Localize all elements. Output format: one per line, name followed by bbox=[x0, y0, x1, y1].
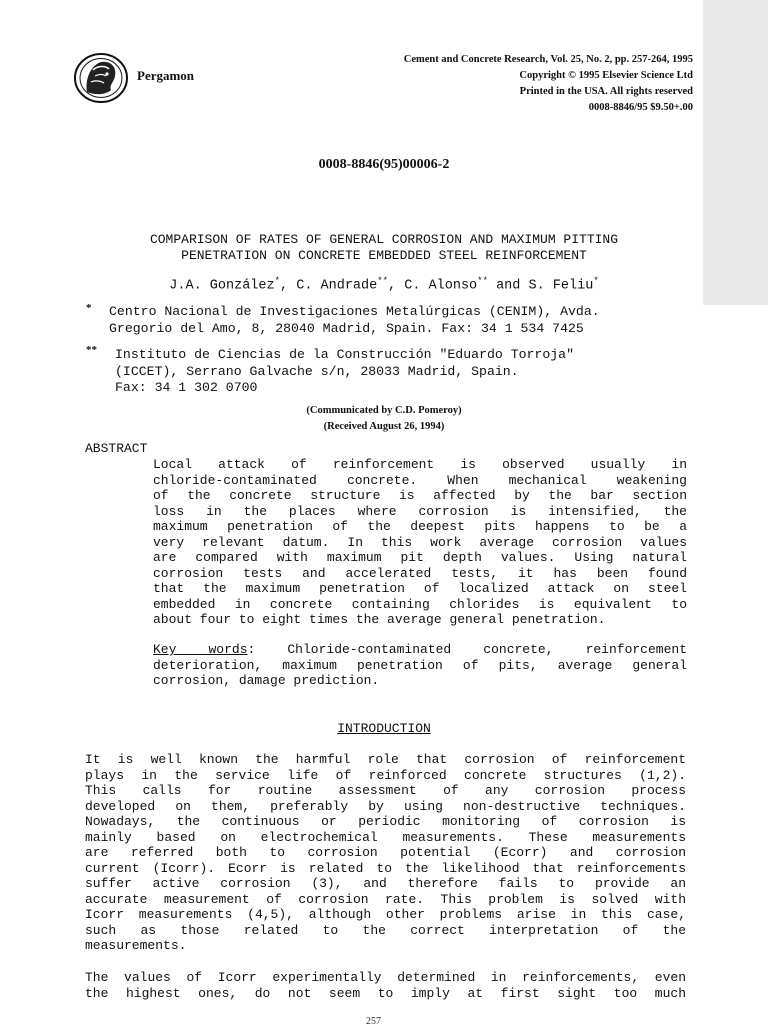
introduction-paragraph-2 bbox=[85, 970, 686, 1001]
paper-title bbox=[0, 232, 768, 264]
keywords-label: Key words bbox=[153, 642, 248, 657]
author: C. Andrade bbox=[296, 278, 378, 294]
body-line: mainly based on electrochemical measurements. These measurements bbox=[85, 829, 686, 845]
affiliation-iccet bbox=[115, 347, 574, 397]
communicated-by: (Communicated by C.D. Pomeroy) bbox=[306, 405, 462, 416]
affiliation-line: Fax: 34 1 302 0700 bbox=[115, 380, 258, 395]
abstract-line: that the maximum penetration of localized attack on steel bbox=[153, 581, 687, 596]
citation-line: Copyright © 1995 Elsevier Science Ltd bbox=[519, 70, 693, 81]
affiliation-marker: * bbox=[86, 302, 92, 314]
author: C. Alonso bbox=[404, 278, 478, 294]
introduction-paragraph-1 bbox=[85, 752, 686, 954]
author: J.A. González bbox=[169, 278, 275, 294]
body-line: It is well known the harmful role that corrosion of reinforcement bbox=[85, 752, 686, 767]
keywords-line: corrosion, damage prediction. bbox=[153, 673, 380, 688]
abstract-line: of the concrete structure is affected by the bar section bbox=[153, 488, 687, 503]
keywords-text: : Chloride-contaminated concrete, reinforcement bbox=[247, 642, 687, 657]
body-line: Nowadays, the continuous or periodic monitoring of corrosion is bbox=[85, 814, 686, 829]
body-line: are referred both to corrosion potential (Ecorr) and corrosion bbox=[85, 845, 686, 860]
affiliation-line: Gregorio del Amo, 8, 28040 Madrid, Spain. Fax: 34 1 534 7425 bbox=[109, 320, 584, 336]
body-line: accurate measurement of corrosion rate. This problem is solved with bbox=[85, 891, 686, 907]
body-line: developed on them, preferably by using non-destructive techniques. bbox=[85, 798, 686, 814]
body-line: current (Icorr). Ecorr is related to the likelihood that reinforcements bbox=[85, 860, 686, 876]
affiliation-mark: ** bbox=[377, 276, 389, 286]
body-line: Icorr measurements (4,5), although other problems arise in this case, bbox=[85, 907, 686, 922]
abstract-line: loss in the places where corrosion is intensified, the bbox=[153, 503, 687, 519]
citation-line: Printed in the USA. All rights reserved bbox=[519, 86, 693, 97]
keywords-block bbox=[153, 642, 687, 689]
affiliation-mark: * bbox=[274, 276, 281, 286]
affiliation-mark: ** bbox=[477, 276, 488, 286]
body-line: suffer active corrosion (3), and therefore fails to provide an bbox=[85, 876, 686, 891]
affiliation-line: Instituto de Ciencias de la Construcción "Eduardo Torroja" bbox=[115, 347, 574, 362]
body-line: The values of Icorr experimentally determined in reinforcements, even bbox=[85, 970, 686, 985]
affiliation-line: (ICCET), Serrano Galvache s/n, 28033 Madrid, Spain. bbox=[115, 363, 519, 379]
title-line: COMPARISON OF RATES OF GENERAL CORROSION AND MAXIMUM PITTING bbox=[149, 232, 619, 247]
abstract-line: about four to eight times the average general penetration. bbox=[153, 612, 606, 627]
elsevier-head-logo-icon bbox=[73, 52, 129, 104]
abstract-line: maximum penetration of the deepest pits happens to be a bbox=[153, 519, 687, 534]
abstract-body bbox=[153, 457, 687, 628]
title-line: PENETRATION ON CONCRETE EMBEDDED STEEL REINFORCEMENT bbox=[181, 248, 587, 263]
affiliation-cenim bbox=[109, 304, 600, 337]
abstract-line: chloride-contaminated concrete. When mechanical weakening bbox=[153, 472, 687, 488]
page-number: 257 bbox=[366, 1016, 381, 1027]
affiliation-marker: ** bbox=[86, 344, 97, 356]
abstract-heading: ABSTRACT bbox=[85, 441, 148, 456]
body-line: measurements. bbox=[85, 938, 187, 953]
citation-line: Cement and Concrete Research, Vol. 25, No. 2, pp. 257-264, 1995 bbox=[403, 54, 693, 65]
affiliation-mark: * bbox=[593, 276, 599, 286]
doi-identifier: 0008-8846(95)00006-2 bbox=[318, 157, 450, 172]
abstract-line: very relevant datum. In this work average corrosion values bbox=[153, 534, 687, 550]
introduction-heading: INTRODUCTION bbox=[337, 721, 431, 736]
abstract-line: are compared with maximum pit depth values. Using natural bbox=[153, 550, 687, 565]
affiliation-line: Centro Nacional de Investigaciones Metalúrgicas (CENIM), Avda. bbox=[109, 304, 600, 319]
keywords-line: deterioration, maximum penetration of pits, average general bbox=[153, 657, 687, 673]
citation-line: 0008-8846/95 $9.50+.00 bbox=[588, 102, 693, 113]
body-line: such as those related to the correct interpretation of the bbox=[85, 922, 686, 938]
received-date: (Received August 26, 1994) bbox=[323, 421, 445, 432]
publisher-name: Pergamon bbox=[137, 68, 195, 83]
author-list: J.A. González*, C. Andrade**, C. Alonso** and S. Feliu* bbox=[169, 276, 599, 294]
abstract-line: embedded in concrete containing chlorides is equivalent to bbox=[153, 596, 687, 612]
author: S. Feliu bbox=[528, 278, 594, 294]
body-line: This calls for routine assessment of any corrosion process bbox=[85, 783, 686, 798]
citation-block bbox=[404, 52, 693, 116]
body-line: the highest ones, do not seem to imply at first sight too much bbox=[85, 985, 686, 1001]
abstract-line: corrosion tests and accelerated tests, it has been found bbox=[153, 565, 687, 581]
abstract-line: Local attack of reinforcement is observed usually in bbox=[153, 457, 687, 472]
body-line: plays in the service life of reinforced concrete structures (1,2). bbox=[85, 767, 686, 783]
